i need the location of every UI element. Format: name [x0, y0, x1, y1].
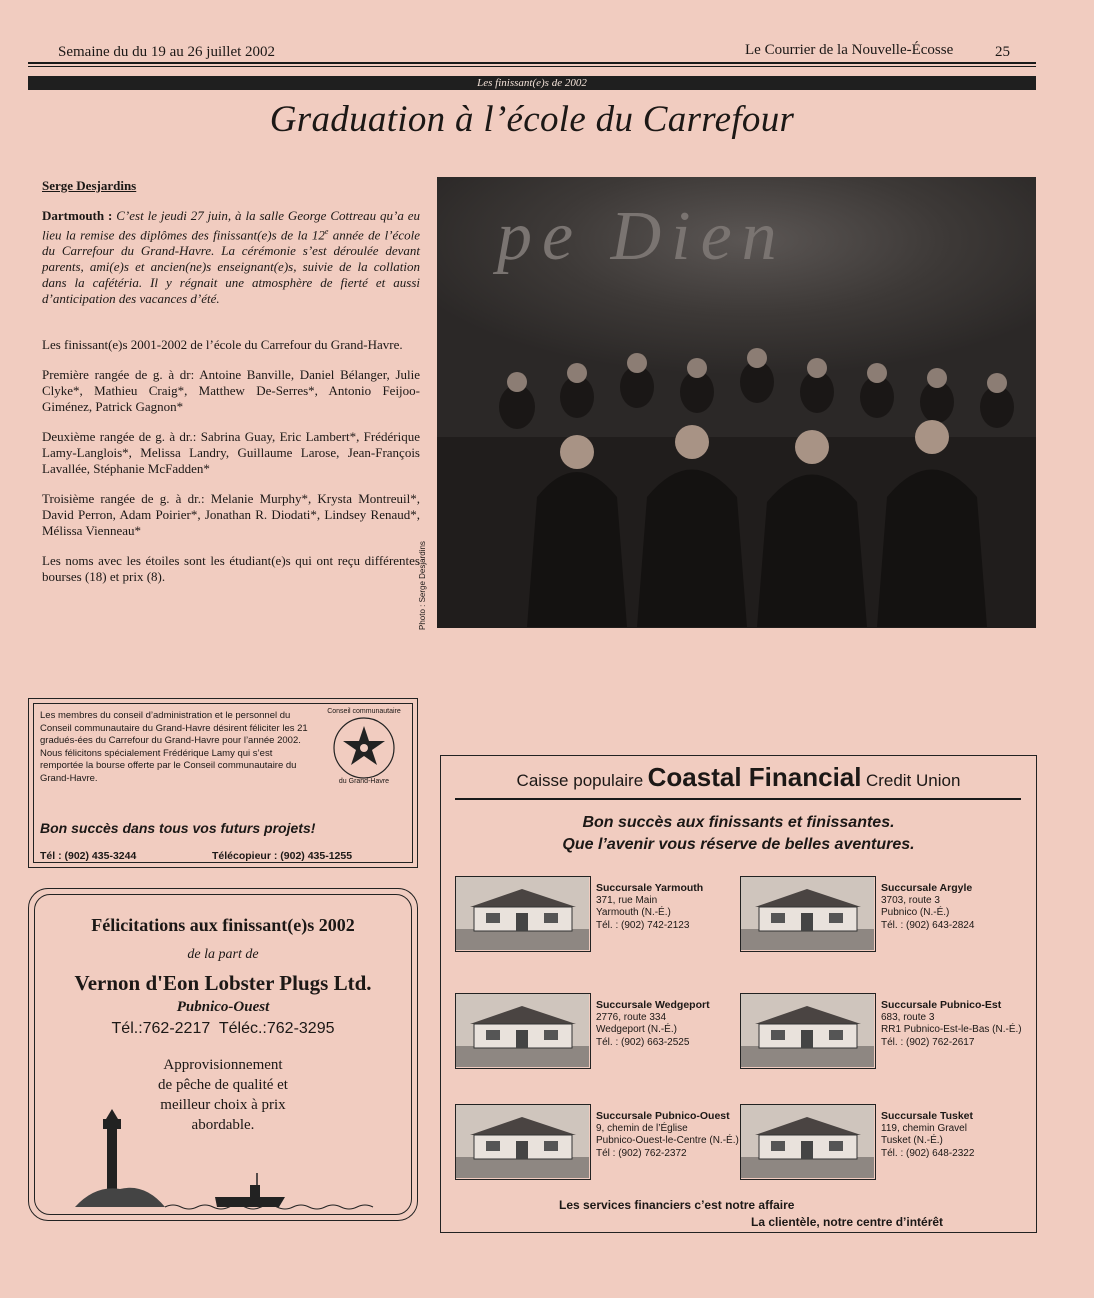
branch-address: 2776, route 334 — [596, 1011, 667, 1023]
ad-vernon-phones: Tél.:762-2217 Téléc.:762-3295 — [111, 1020, 335, 1037]
coastal-header — [441, 762, 1036, 793]
photo-banner-text: pe Dien — [497, 198, 787, 275]
branch-name: Succursale Yarmouth — [596, 882, 704, 894]
article-paragraph: Troisième rangée de g. à dr.: Melanie Murphy*, Krysta Montreuil*, David Perron, Adam Poirier*, Jonathan R. Diodati*, Lindsey Renaud*, Mélissa Vienneau* — [42, 491, 420, 539]
branch-address: 371, rue Main — [596, 894, 658, 906]
branch-info — [596, 882, 746, 932]
branch-name: Succursale Pubnico-Ouest — [596, 1110, 730, 1122]
logo-text-bottom: du Grand-Havre — [338, 778, 390, 785]
coastal-slogan-1: Bon succès aux finissants et finissantes. — [582, 814, 895, 831]
lead-superscript: e — [324, 227, 329, 236]
branch-city: RR1 Pubnico-Est-le-Bas (N.-É.) — [881, 1024, 1022, 1035]
lighthouse-boat-illustration — [35, 1107, 413, 1217]
article-lead — [42, 208, 420, 307]
branch-building-icon — [741, 994, 874, 1067]
ad-vernon-from: de la part de — [187, 947, 259, 962]
ad-vernon-location: Pubnico-Ouest — [176, 999, 270, 1015]
dateline: Dartmouth : — [42, 208, 113, 223]
branch-building-icon — [456, 994, 589, 1067]
branch-city: Yarmouth (N.-É.) — [596, 907, 671, 918]
ad-conseil-text: Les membres du conseil d’administration et le personnel du Conseil communautaire du Grand-Havre désirent féliciter les 21 gradués-ées du Carrefour du Grand-Havre pour l’année 2002. Nous félicitons spécialement Frédérique Lamy qui s’est remportée la bourse offerte par le Conseil communautaire du Grand-Havre. — [40, 710, 308, 784]
branch-name: Succursale Argyle — [881, 882, 973, 894]
coastal-footer-1: Les services financiers c’est notre affaire — [559, 1198, 795, 1212]
branch-city: Pubnico-Ouest-le-Centre (N.-É.) — [596, 1135, 739, 1146]
coastal-prefix: Caisse populaire — [516, 771, 644, 790]
branch-phone: Tél. : (902) 648-2322 — [881, 1147, 975, 1159]
coastal-name: Coastal Financial — [647, 762, 862, 792]
ad-vernon-deon — [28, 888, 418, 1221]
branch-info — [596, 1110, 746, 1160]
ad-vernon-line: meilleur choix à prix — [160, 1097, 286, 1113]
article-paragraph: Deuxième rangée de g. à dr.: Sabrina Guay, Eric Lambert*, Frédérique Lamy-Langlois*, Melissa Landry, Guillaume Larose, Jean-François Lavallée, Stéphanie McFadden* — [42, 429, 420, 477]
branch-building-icon — [741, 1105, 874, 1178]
ad-vernon-line: de pêche de qualité et — [158, 1077, 288, 1093]
page-title: Graduation à l’école du Carrefour — [269, 99, 795, 140]
ad-conseil-slogan: Bon succès dans tous vos futurs projets! — [40, 820, 316, 836]
coastal-footer-2: La clientèle, notre centre d’intérêt — [751, 1215, 944, 1229]
article-paragraph: Première rangée de g. à dr: Antoine Banville, Daniel Bélanger, Julie Clyke*, Mathieu Craig*, Matthew De-Serres*, Antonio Feijoo-Giménez, Patrick Gagnon* — [42, 367, 420, 415]
branch-address: 9, chemin de l’Église — [596, 1122, 688, 1134]
article-paragraph: Les noms avec les étoiles sont les étudiant(e)s qui ont reçu différentes bourses (18) et prix (8). — [42, 553, 420, 585]
branch-phone: Tél. : (902) 762-2617 — [881, 1036, 975, 1048]
branch-building-icon — [456, 1105, 589, 1178]
ad-vernon-company: Vernon d'Eon Lobster Plugs Ltd. — [74, 971, 372, 995]
branch-city: Tusket (N.-É.) — [881, 1135, 943, 1146]
photo-credit: Photo : Serge Desjardins — [418, 541, 427, 630]
branch-info — [881, 882, 1031, 932]
header-rule — [28, 62, 1036, 64]
branch-phone: Tél : (902) 762-2372 — [596, 1147, 687, 1159]
ad-conseil-communautaire — [28, 698, 418, 868]
branch-photo — [455, 876, 591, 952]
author-byline: Serge Desjardins — [42, 178, 137, 193]
logo-text-top: Conseil communautaire — [327, 708, 401, 715]
page-number: 25 — [995, 44, 1010, 60]
ad-conseil-fax: Télécopieur : (902) 435-1255 — [212, 850, 353, 862]
branch-name: Succursale Pubnico-Est — [881, 999, 1002, 1011]
lead-part-a: C’est le jeudi 27 juin, à la salle George Cottreau qu’a eu lieu la remise des diplômes des finissant(e)s de la 12 — [42, 208, 420, 243]
article-paragraph: Les finissant(e)s 2001-2002 de l’école du Carrefour du Grand-Havre. — [42, 337, 403, 353]
branch-phone: Tél. : (902) 643-2824 — [881, 919, 975, 931]
ad-vernon-line: abordable. — [191, 1117, 255, 1133]
branch-name: Succursale Wedgeport — [596, 999, 710, 1011]
ad-coastal-financial — [440, 755, 1037, 1233]
star-logo-icon — [314, 708, 414, 788]
branch-photo — [740, 1104, 876, 1180]
graduates-illustration — [437, 177, 1036, 628]
branch-info — [881, 999, 1031, 1049]
coastal-rule — [455, 798, 1021, 800]
branch-name: Succursale Tusket — [881, 1110, 974, 1122]
article-body — [42, 178, 420, 585]
ad-conseil-phone: Tél : (902) 435-3244 — [40, 850, 137, 862]
branch-info — [881, 1110, 1031, 1160]
lead-part-b: année de l’école du Carrefour du Grand-Havre. La cérémonie s’est déroulée devant parents, ami(e)s et ancien(ne)s enseignant(e)s, suivie de la collation dans la cafétéria. Il y régnait une atmosphère de fierté et aussi d’anticipation des vacances d’été. — [42, 227, 420, 307]
branch-phone: Tél. : (902) 663-2525 — [596, 1036, 690, 1048]
branch-building-icon — [741, 877, 874, 950]
branch-address: 3703, route 3 — [881, 894, 940, 906]
branch-city: Pubnico (N.-É.) — [881, 907, 950, 918]
conseil-logo — [314, 708, 414, 788]
branch-building-icon — [456, 877, 589, 950]
coastal-slogan-2: Que l’avenir vous réserve de belles aventures. — [562, 836, 915, 853]
ad-vernon-headline: Félicitations aux finissant(e)s 2002 — [91, 915, 355, 935]
branch-photo — [455, 993, 591, 1069]
graduation-photo — [437, 177, 1036, 628]
branch-photo — [740, 876, 876, 952]
header-rule-thin — [28, 66, 1036, 67]
ad-vernon-line: Approvisionnement — [163, 1057, 283, 1073]
branch-city: Wedgeport (N.-É.) — [596, 1024, 677, 1035]
branch-phone: Tél. : (902) 742-2123 — [596, 919, 690, 931]
branch-photo — [455, 1104, 591, 1180]
branch-address: 683, route 3 — [881, 1011, 935, 1023]
branch-address: 119, chemin Gravel — [881, 1122, 967, 1134]
section-bar: Les finissant(e)s de 2002 — [28, 76, 1036, 90]
branch-photo — [740, 993, 876, 1069]
coastal-suffix: Credit Union — [865, 771, 961, 790]
issue-date: Semaine du du 19 au 26 juillet 2002 — [58, 44, 276, 60]
branch-info — [596, 999, 746, 1049]
newspaper-name: Le Courrier de la Nouvelle-Écosse — [745, 42, 954, 58]
